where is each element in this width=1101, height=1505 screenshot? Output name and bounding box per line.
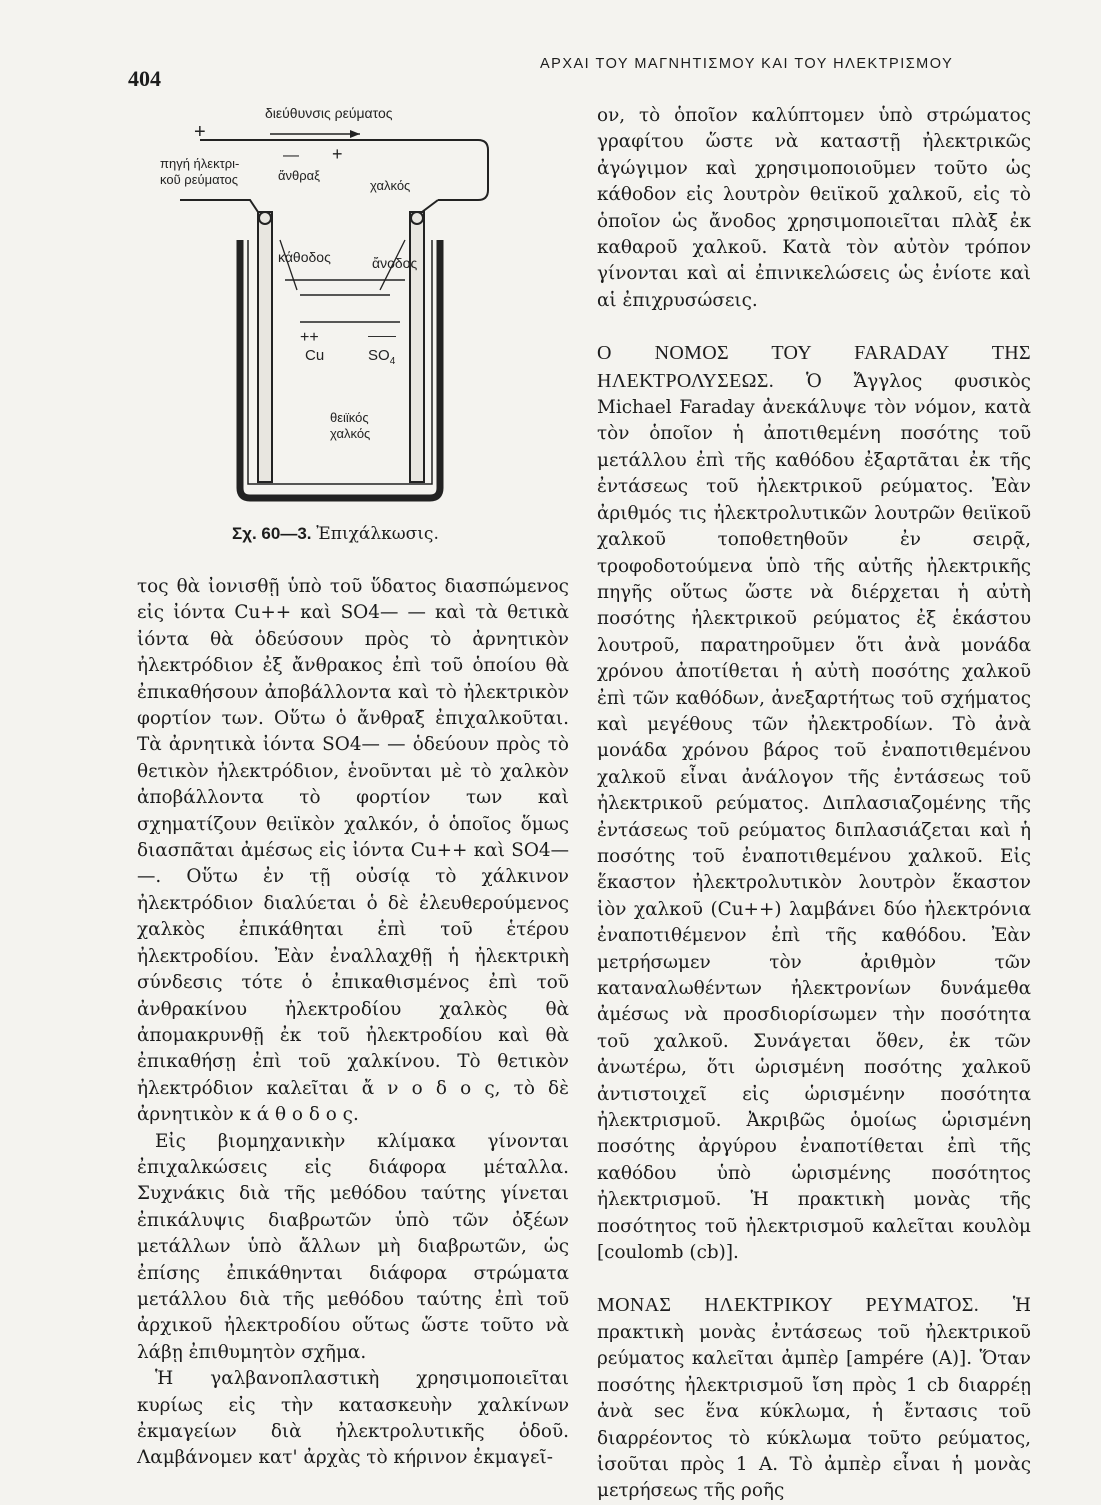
- copper-terminal: [411, 212, 423, 224]
- right-paragraph-1: ον, τὸ ὁποῖον καλύπτομεν ὑπὸ στρώματος γραφίτου ὥστε νὰ καταστῇ ἠλεκτρικῶς ἀγώγιμον καὶ χρησιμοποιοῦμεν τοῦτο ὡς κάθοδον εἰς λουτρὸν θειϊκοῦ χαλκοῦ, εἰς τὸ ὁποῖον ὡς ἄνοδος χρησιμοποιεῖται πλὰξ ἐκ καθαροῦ χαλκοῦ. Κατὰ τὸν αὐτὸν τρόπον γίνονται καὶ αἱ ἐπινικελώσεις ὡς ἐνίοτε καὶ αἱ ἐπιχρυσώσεις.: [597, 105, 1031, 311]
- current-unit-title: ΜΟΝΑΣ ΗΛΕΚΤΡΙΚΟΥ ΡΕΥΜΑΤΟΣ.: [597, 1294, 980, 1317]
- carbon-electrode: [258, 212, 272, 482]
- left-column: [137, 574, 569, 1472]
- copper-electrode: [410, 212, 424, 482]
- carbon-terminal: [259, 212, 271, 224]
- label-source-line2: κοῦ ρεύματος: [160, 172, 239, 187]
- left-paragraph-3: Ἡ γαλβανοπλαστικὴ χρησιμοποιεῖται κυρίως εἰς τὴν κατασκευὴν χαλκίνων ἐκμαγείων διὰ ἠλεκτρολυτικῆς ὁδοῦ. Λαμβάνομεν κατ' ἀρχὰς τὸ κήρινον ἐκμαγεῖ-: [137, 1368, 569, 1469]
- label-plus-source: +: [194, 121, 206, 143]
- label-cu-ion: Cu: [305, 347, 325, 364]
- label-carbon: ἄνθραξ: [278, 168, 320, 183]
- label-so4-charge: ——: [368, 327, 396, 343]
- current-unit-section: [597, 1292, 1031, 1504]
- circuit-wire-left: [180, 200, 258, 212]
- carbon-pointer: [280, 240, 297, 290]
- label-anode: ἄνοδος: [372, 255, 418, 271]
- label-solution-line1: θειϊκός: [330, 410, 369, 425]
- label-current-direction: διεύθυνσις ρεύματος: [265, 105, 393, 121]
- label-solution-line2: χαλκός: [330, 426, 371, 441]
- faraday-law-title: Ο ΝΟΜΟΣ ΤΟΥ FARADAY ΤΗΣ ΗΛΕΚΤΡΟΛΥΣΕΩΣ.: [597, 342, 1031, 392]
- solution-lines: [285, 280, 405, 322]
- label-plus-sign: +: [332, 144, 343, 164]
- circuit-wire-top: [200, 140, 488, 200]
- page-number: 404: [128, 66, 161, 91]
- right-column: [597, 103, 1031, 1505]
- caption-title: Ἐπιχάλκωσις.: [316, 524, 439, 544]
- label-copper: χαλκός: [370, 178, 411, 193]
- label-source-line1: πηγή ήλεκτρι-: [160, 156, 240, 171]
- label-cathode: κάθοδος: [278, 249, 331, 265]
- label-cu-charge: ++: [300, 329, 319, 346]
- faraday-law-text: Ὁ Ἄγγλος φυσικὸς Michael Faraday ἀνεκάλυψε τὸν νόμον, κατὰ τὸν ὁποῖον ἡ ἀποτιθεμένη ποσότης τοῦ μετάλλου ἐπὶ τῆς καθόδου ἐξαρτᾶται ἐκ τῆς ἐντάσεως τοῦ ἠλεκτρικοῦ ρεύματος. Ἐὰν ἀριθμός τις ἠλεκτρολυτικῶν λουτρῶν θειϊκοῦ χαλκοῦ τοποθετηθοῦν ἐν σειρᾷ, τροφοδοτούμενα ὑπὸ τῆς αὐτῆς ἠλεκτρικῆς πηγῆς οὕτως ὥστε νὰ διέρχεται ἡ αὐτὴ ποσότης ἠλεκτρικοῦ ρεύματος ἐξ ἑκάστου λουτροῦ, παρατηροῦμεν ὅτι ἀνὰ μονάδα χρόνου ἀποτίθεται ἡ αὐτὴ ποσότης χαλκοῦ ἐπὶ τῶν καθόδων, ἀνεξαρτήτως τοῦ σχήματος καὶ μεγέθους τῶν ἠλεκτροδίων. Τὸ ἀνὰ μονάδα χρόνου βάρος τοῦ ἐναποτιθεμένου χαλκοῦ εἶναι ἀνάλογον τῆς ἐντάσεως τοῦ ἠλεκτρικοῦ ρεύματος. Διπλασιαζομένης τῆς ἐντάσεως τοῦ ρεύματος διπλασιάζεται καὶ ἡ ποσότης τοῦ ἐναποτιθεμένου χαλκοῦ. Εἰς ἕκαστον ἠλεκτρολυτικὸν λουτρὸν ἕκαστον ἰὸν χαλκοῦ (Cu++) λαμβάνει δύο ἠλεκτρόνια ἐναποτιθέμενον ἐπὶ τῆς καθόδου. Ἐὰν μετρήσωμεν τὸν ἀριθμὸν τῶν καταναλωθέντων ἠλεκτρονίων δυνάμεθα ἀμέσως νὰ προσδιορίσωμεν τὴν ποσότητα τοῦ χαλκοῦ. Συνάγεται ὅθεν, ἐκ τῶν ἀνωτέρω, ὅτι ὡρισμένη ποσότης χαλκοῦ ἀντιστοιχεῖ εἰς ὡρισμένην ποσότητα ἠλεκτρισμοῦ. Ἀκριβῶς ὁμοίως ὡρισμένη ποσότης ἀργύρου ἐναποτίθεται ἐπὶ τῆς καθόδου ὑπὸ ὡρισμένης ποσότητος ἠλεκτρισμοῦ. Ἡ πρακτικὴ μονὰς τῆς ποσότητος τοῦ ἠλεκτρισμοῦ καλεῖται κουλὸμ [coulomb (cb)].: [597, 370, 1031, 1264]
- faraday-law-section: [597, 340, 1031, 1266]
- running-head: ΑΡΧΑΙ ΤΟΥ ΜΑΓΝΗΤΙΣΜΟΥ ΚΑΙ ΤΟΥ ΗΛΕΚΤΡΙΣΜΟΥ: [540, 56, 954, 72]
- left-paragraph-2: Εἰς βιομηχανικὴν κλίμακα γίνονται ἐπιχαλκώσεις εἰς διάφορα μέταλλα. Συχνάκις διὰ τῆς μεθόδου ταύτης γίνεται ἐπικάλυψις διαβρωτῶν ὑπὸ τῶν ὀξέων μετάλλων ὑπὸ ἄλλων μὴ διαβρωτῶν, ὡς ἐπίσης ἐπικάθηνται διάφορα στρώματα μετάλλου διὰ τῆς μεθόδου ταύτης ἐπὶ τοῦ ἀρχικοῦ ἠλεκτροδίου οὕτως ὥστε τοῦτο νὰ λάβῃ ἐπιθυμητὸν σχῆμα.: [137, 1130, 569, 1363]
- label-so4-ion: $SO_4$: [368, 347, 396, 367]
- figure-caption: [232, 524, 439, 544]
- electroplating-figure: [160, 100, 520, 520]
- caption-number: Σχ. 60—3.: [232, 524, 312, 543]
- label-minus-sign: —: [283, 147, 299, 164]
- current-unit-text: Ἡ πρακτικὴ μονὰς ἐντάσεως τοῦ ἠλεκτρικοῦ ρεύματος καλεῖται ἀμπὲρ [ampére (A)]. Ὅταν ποσότης ἠλεκτρισμοῦ ἴση πρὸς 1 cb διαρρέῃ ἀνὰ sec ἕνα κύκλωμα, ἡ ἔντασις τοῦ διαρρέοντος τὸ κύκλωμα τοῦτο ρεύματος, ἰσοῦται πρὸς 1 A. Τὸ ἀμπὲρ εἶναι ἡ μονὰς μετρήσεως τῆς ροῆς: [597, 1295, 1031, 1502]
- circuit-wire-right: [422, 200, 438, 212]
- left-paragraph-1: τος θὰ ἰονισθῇ ὑπὸ τοῦ ὕδατος διασπώμενος εἰς ἰόντα Cu++ καὶ SO4— — καὶ τὰ θετικὰ ἰόντα θὰ ὁδεύσουν πρὸς τὸ ἀρνητικὸν ἠλεκτρόδιον ἐξ ἄνθρακος ἐπὶ τοῦ ὁποίου θὰ ἐπικαθήσουν ἀποβάλλοντα καὶ τὸ ἠλεκτρικὸν φορτίον των. Οὕτω ὁ ἄνθραξ ἐπιχαλκοῦται. Τὰ ἀρνητικὰ ἰόντα SO4— — ὁδεύουν πρὸς τὸ θετικὸν ἠλεκτρόδιον, ἑνοῦνται μὲ τὸ χαλκὸν ἀποβάλλοντα τὸ φορτίον των καὶ σχηματίζουν θειϊκὸν χαλκόν, ὁ ὁποῖος ὅμως διασπᾶται ἀμέσως εἰς ἰόντα Cu++ καὶ SO4— —. Οὕτω ἐν τῇ οὐσίᾳ τὸ χάλκινον ἠλεκτρόδιον διαλύεται ὁ δὲ ἐλευθερούμενος χαλκὸς ἐπικάθηται ἐπὶ τοῦ ἑτέρου ἠλεκτροδίου. Ἐὰν ἐναλλαχθῇ ἡ ἠλεκτρικὴ σύνδεσις τότε ὁ ἐπικαθισμένος ἐπὶ τοῦ ἀνθρακίνου ἠλεκτροδίου χαλκὸς θὰ ἀπομακρυνθῇ ἐκ τοῦ ἠλεκτροδίου καὶ θὰ ἐπικαθήσῃ ἐπὶ τοῦ χαλκίνου. Τὸ θετικὸν ἠλεκτρόδιον καλεῖται ἄ ν ο δ ο ς, τὸ δὲ ἀρνητικὸν κ ά θ ο δ ο ς.: [137, 576, 569, 1126]
- electrolysis-cell-diagram: [160, 100, 520, 520]
